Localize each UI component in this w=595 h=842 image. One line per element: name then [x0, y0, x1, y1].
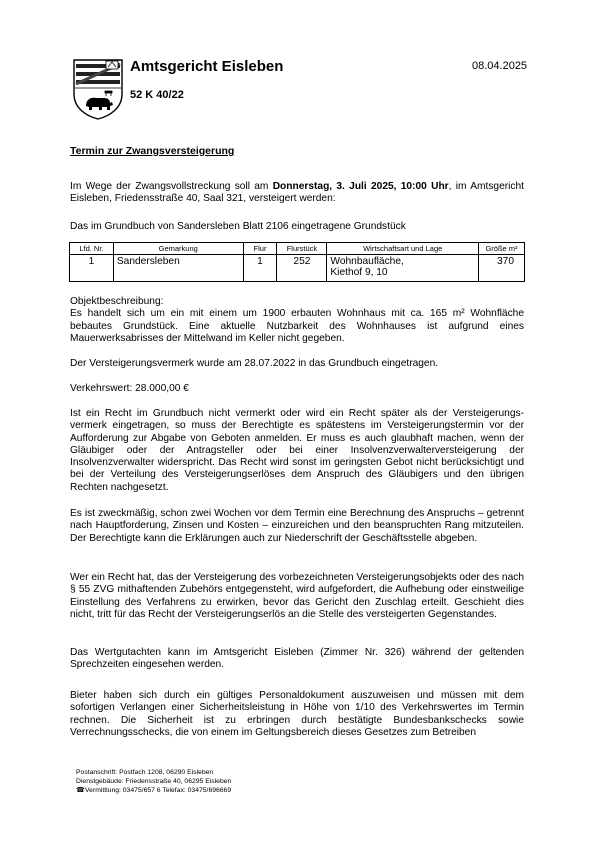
document-heading: Termin zur Zwangsversteigerung: [70, 145, 235, 157]
header-flur: Flur: [243, 243, 277, 255]
footer: [76, 768, 231, 796]
table-header-row: [70, 243, 525, 255]
footer-phone: Vermittlung: 03475/657 6 Telefax: 03475/696669: [85, 787, 232, 795]
auction-intro-paragraph: [70, 181, 524, 206]
market-value: Verkehrswert: 28.000,00 €: [70, 383, 189, 394]
object-description-text: Es handelt sich um ein mit einem um 1900 erbauten Wohnhaus mit ca. 165 m² Wohnfläche bebautes Grundstück. Eine aktuelle Nutzbarkeit des Wohnhauses ist aufgrund eines Mauerwerksabrisses der Mittelwand im Keller nicht gegeben.: [70, 308, 524, 344]
court-name: Amtsgericht Eisleben: [130, 58, 284, 75]
header-groesse: Größe m²: [479, 243, 525, 255]
property-intro: Das im Grundbuch von Sandersleben Blatt 2106 eingetragene Grundstück: [70, 221, 406, 232]
telephone-icon: ☎: [76, 787, 85, 795]
calculation-paragraph: Es ist zweckmäßig, schon zwei Wochen vor dem Termin eine Berechnung des Anspruchs – getrennt nach Hauptforderung, Zinsen und Kosten – einzureichen und den beanspruchten Rang mitzuteilen. Der Berechtigte kann die Erklärungen auch zur Niederschrift der Geschäftsstelle abgeben.: [70, 508, 524, 544]
appraisal-paragraph: Das Wertgutachten kann im Amtsgericht Eisleben (Zimmer Nr. 326) während der geltenden Sprechzeiten eingesehen werden.: [70, 647, 524, 671]
cell-flurstueck: 252: [277, 255, 327, 282]
header-lfd-nr: Lfd. Nr.: [70, 243, 114, 255]
footer-office: Dienstgebäude: Friedensstraße 40, 06295 Eisleben: [76, 778, 232, 786]
cell-groesse: 370: [479, 255, 525, 282]
cell-lage: [327, 255, 479, 282]
footer-postal: Postanschrift: Postfach 1208, 06290 Eisleben: [76, 769, 214, 776]
object-description-label: Objektbeschreibung:: [70, 296, 164, 307]
cell-lage-line-2: Kiethof 9, 10: [330, 267, 388, 278]
auction-date: Donnerstag, 3. Juli 2025, 10:00 Uhr: [272, 181, 449, 192]
objection-paragraph: Wer ein Recht hat, das der Versteigerung des vorbezeichneten Versteigerungsobjekts oder des nach § 55 ZVG mithaftenden Zubehörs entgegensteht, wird aufgefordert, die Aufhebung oder einstweilige Einstellung des Verfahrens zu erwirken, bevor das Gericht den Zuschlag erteilt. Geschieht dies nicht, tritt für das Recht der Versteigerungserlös an die Stelle des versteigerten Gegenstandes.: [70, 572, 524, 620]
footer-phone-line: [76, 786, 231, 795]
case-reference: 52 K 40/22: [130, 89, 184, 101]
coat-of-arms-icon: [72, 58, 124, 120]
register-note: Der Versteigerungsvermerk wurde am 28.07.2022 in das Grundbuch eingetragen.: [70, 358, 439, 369]
intro-text-2: , im Amtsgericht Eisleben, Friedensstraße 40, Saal 321, versteigert werden:: [70, 181, 524, 205]
cell-gemarkung: Sandersleben: [113, 255, 243, 282]
header-flurstueck: Flurstück: [277, 243, 327, 255]
property-table: [69, 242, 525, 282]
bidders-paragraph: Bieter haben sich durch ein gültiges Personaldokument auszuweisen und müssen mit dem sofortigen Verlangen einer Sicherheitsleistung in Höhe von 1/10 des Verkehrswertes im Termin rechnen. Die Sicherheit ist zu erbringen durch bestätigte Bundesbankschecks sowie Verrechnungsschecks, die von einem im Geltungsbereich dieses Gesetzes zum Betreiben: [70, 690, 524, 738]
table-row: [70, 255, 525, 282]
object-description: [70, 296, 524, 345]
rights-paragraph: Ist ein Recht im Grundbuch nicht vermerkt oder wird ein Recht später als der Versteigerungs-vermerk eingetragen, so muss der Berechtigte es spätestens im Versteigerungstermin vor der Aufforderung zur Abgabe von Geboten anmelden. Er muss es auch glaubhaft machen, wenn der Gläubiger oder der Antragsteller oder bei einer Insolvenzverwalterversteigerung der Insolvenzverwalter widerspricht. Das Recht wird sonst im geringsten Gebot nicht berücksichtigt und bei der Verteilung des Versteigerungserlöses dem Anspruch des Gläubigers und den übrigen Rechten nachgesetzt.: [70, 408, 524, 493]
header-gemarkung: Gemarkung: [113, 243, 243, 255]
cell-nr: 1: [70, 255, 114, 282]
header-wirtschaftsart: Wirtschaftsart und Lage: [327, 243, 479, 255]
document-date: 08.04.2025: [472, 60, 528, 72]
intro-text-1: Im Wege der Zwangsvollstreckung soll am: [70, 181, 273, 192]
cell-flur: 1: [243, 255, 277, 282]
cell-lage-line-1: Wohnbaufläche,: [330, 256, 404, 267]
